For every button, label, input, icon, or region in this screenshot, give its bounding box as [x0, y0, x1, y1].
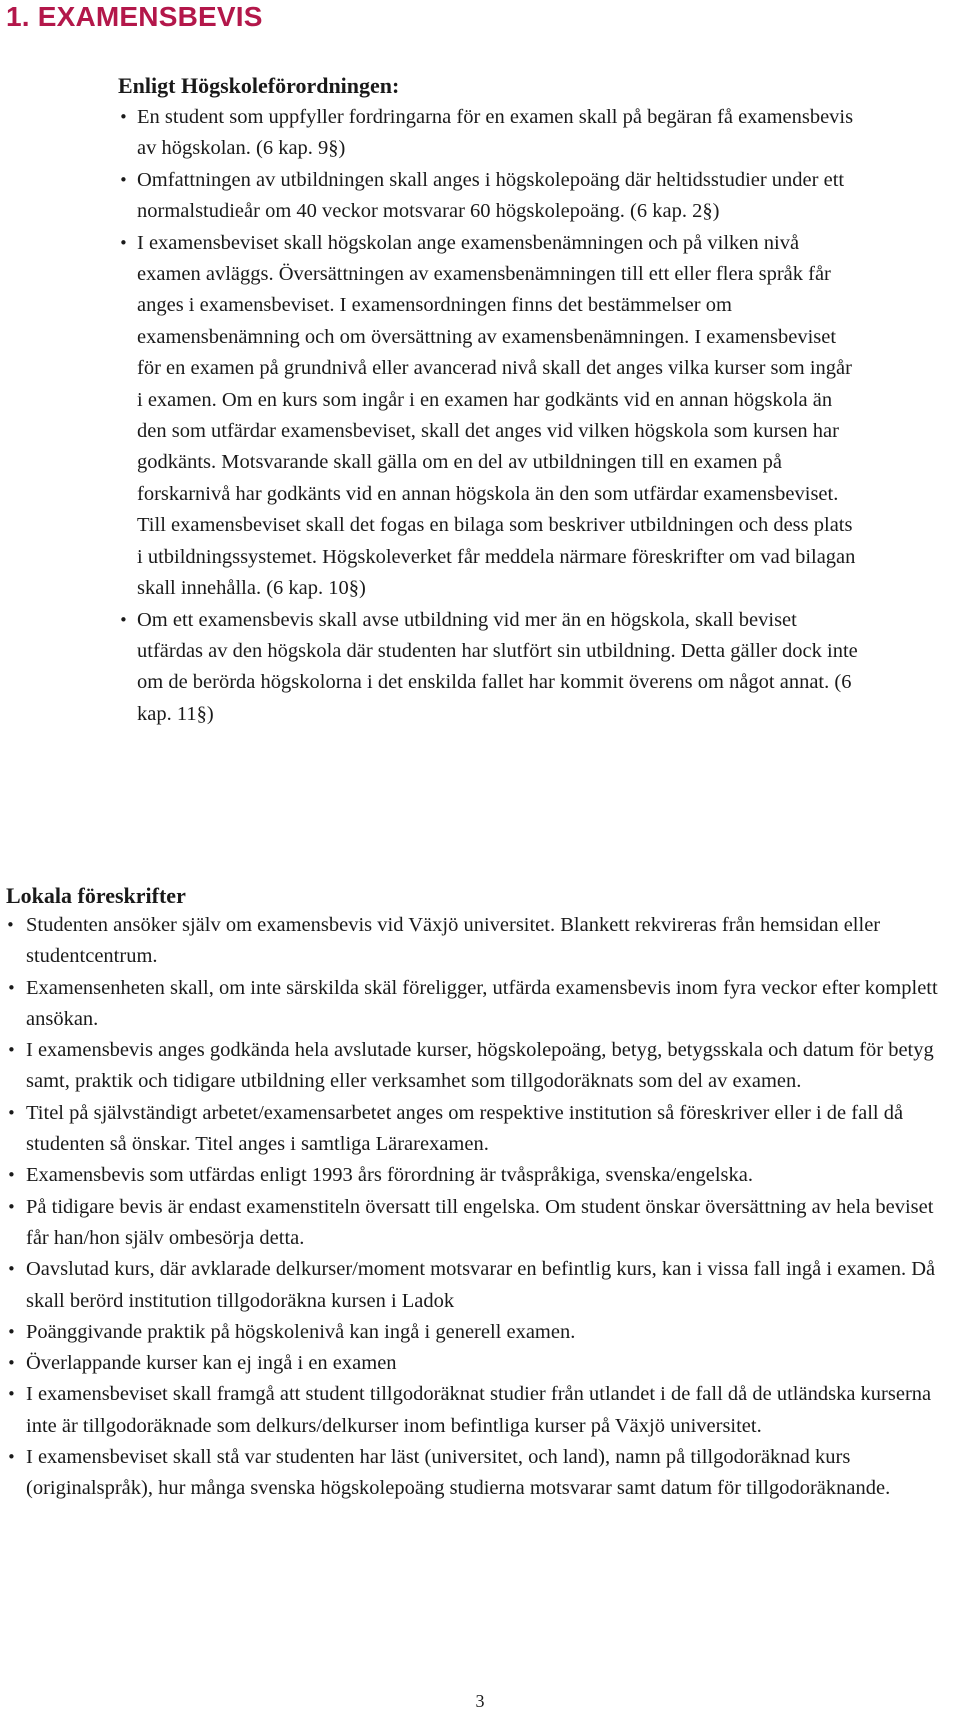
list-item	[6, 910, 956, 973]
page-title: 1. EXAMENSBEVIS	[6, 1, 263, 32]
list-item-text: I examensbeviset skall stå var studenten har läst (universitet, och land), namn på tillgodoräknad kurs (originalspråk), hur många svenska högskolepoäng studierna motsvarar samt datum för tillgodoräknande.	[26, 1446, 891, 1500]
bullet-icon: •	[6, 916, 15, 934]
list-item-text: Om ett examensbevis skall avse utbildning vid mer än en högskola, skall beviset utfärdas av den högskola där studenten har slutfört sin utbildning. Detta gäller dock inte om de berörda högskolorna i det enskilda fallet har kommit överens om något annat. (6 kap. 11§)	[137, 608, 858, 725]
bullet-icon: •	[7, 1166, 16, 1185]
bullet-icon: •	[7, 1385, 16, 1404]
list-item-text: I examensbevis anges godkända hela avslutade kurser, högskolepoäng, betyg, betygsskala och datum för betyg samt, praktik och tidigare utbildning eller verksamhet som tillgodoräknats som del av examen.	[26, 1039, 934, 1093]
lokala-foreskrifter-section	[6, 882, 956, 1505]
bullet-icon: •	[119, 170, 128, 189]
list-item	[6, 1254, 956, 1317]
section-heading-hogskoleforordningen: Enligt Högskoleförordningen:	[118, 73, 400, 98]
list-item	[6, 1160, 956, 1191]
list-item	[6, 1317, 956, 1348]
bullet-icon: •	[119, 233, 128, 252]
list-item-text: Överlappande kurser kan ej ingå i en examen	[26, 1352, 397, 1375]
hogskoleforordningen-section	[118, 72, 858, 730]
list-item-text: Oavslutad kurs, där avklarade delkurser/moment motsvarar en befintlig kurs, kan i vissa fall ingå i examen. Då skall berörd institution tillgodoräkna kursen i Ladok	[26, 1258, 936, 1312]
bullet-icon: •	[7, 1448, 16, 1467]
list-item	[118, 165, 858, 228]
bullet-icon: •	[7, 1197, 16, 1216]
list-item-text: Titel på självständigt arbetet/examensarbetet anges om respektive institution så föreskriver eller i de fall då studenten så önskar. Titel anges i samtliga Lärarexamen.	[26, 1101, 904, 1156]
list-item	[6, 1035, 956, 1098]
list-item-text: På tidigare bevis är endast examenstiteln översatt till engelska. Om student önskar översättning av hela beviset får han/hon själv ombesörja detta.	[26, 1195, 934, 1249]
section-heading-lokala: Lokala föreskrifter	[6, 883, 186, 908]
bullet-icon: •	[7, 1041, 16, 1060]
list-item	[118, 228, 858, 605]
list-item	[6, 1442, 956, 1505]
list-item-text: Examensbevis som utfärdas enligt 1993 års förordning är tvåspråkiga, svenska/engelska.	[26, 1164, 753, 1187]
bullet-list-lokala	[6, 910, 956, 1505]
list-item-text: Studenten ansöker själv om examensbevis vid Växjö universitet. Blankett rekvireras från hemsidan eller studentcentrum.	[26, 914, 881, 968]
list-item	[6, 1348, 956, 1379]
bullet-icon: •	[119, 610, 128, 629]
list-item	[6, 1192, 956, 1255]
bullet-icon: •	[7, 978, 16, 997]
list-item	[6, 1379, 956, 1442]
bullet-icon: •	[119, 108, 128, 126]
list-item-text: Poänggivande praktik på högskolenivå kan ingå i generell examen.	[26, 1320, 576, 1343]
page-number: 3	[475, 1691, 485, 1711]
list-item-text: En student som uppfyller fordringarna för en examen skall på begäran få examensbevis av högskolan. (6 kap. 9§)	[137, 106, 854, 160]
list-item-text: Examensenheten skall, om inte särskilda skäl föreligger, utfärda examensbevis inom fyra veckor efter komplett ansökan.	[26, 976, 938, 1030]
bullet-list-hogskoleforordningen	[118, 102, 858, 730]
bullet-icon: •	[7, 1260, 16, 1279]
bullet-icon: •	[7, 1322, 16, 1341]
list-item	[118, 102, 858, 165]
list-item	[6, 973, 956, 1036]
bullet-icon: •	[7, 1103, 16, 1122]
list-item-text: I examensbeviset skall framgå att student tillgodoräknat studier från utlandet i de fall då de utländska kurserna inte är tillgodoräknade som delkurs/delkurser inom befintliga kurser på Växjö universitet.	[26, 1383, 932, 1437]
list-item-text: I examensbeviset skall högskolan ange examensbenämningen och på vilken nivå examen avläggs. Översättningen av examensbenämningen till ett eller flera språk får anges i examensbeviset. I examensordningen finns det bestämmelser om examensbenämning och om översättning av examensbenämningen. I examensbeviset för en examen på grundnivå eller avancerad nivå skall det anges vilka kurser som ingår i examen. Om en kurs som ingår i en examen har godkänts vid en annan högskola än den som utfärdar examensbeviset, skall det anges vid vilken högskola som kursen har godkänts. Motsvarande skall gälla om en del av utbildningen till en examen på forskarnivå har godkänts vid en annan högskola än den som utfärdar examensbeviset. Till examensbeviset skall det fogas en bilaga som beskriver utbildningen och dess plats i utbildningssystemet. Högskoleverket får meddela närmare föreskrifter om vad bilagan skall innehålla. (6 kap. 10§)	[137, 231, 856, 600]
list-item	[6, 1098, 956, 1161]
list-item-text: Omfattningen av utbildningen skall anges i högskolepoäng där heltidsstudier under ett normalstudieår om 40 veckor motsvarar 60 högskolepoäng. (6 kap. 2§)	[137, 168, 845, 223]
bullet-icon: •	[7, 1354, 16, 1373]
list-item	[118, 605, 858, 731]
